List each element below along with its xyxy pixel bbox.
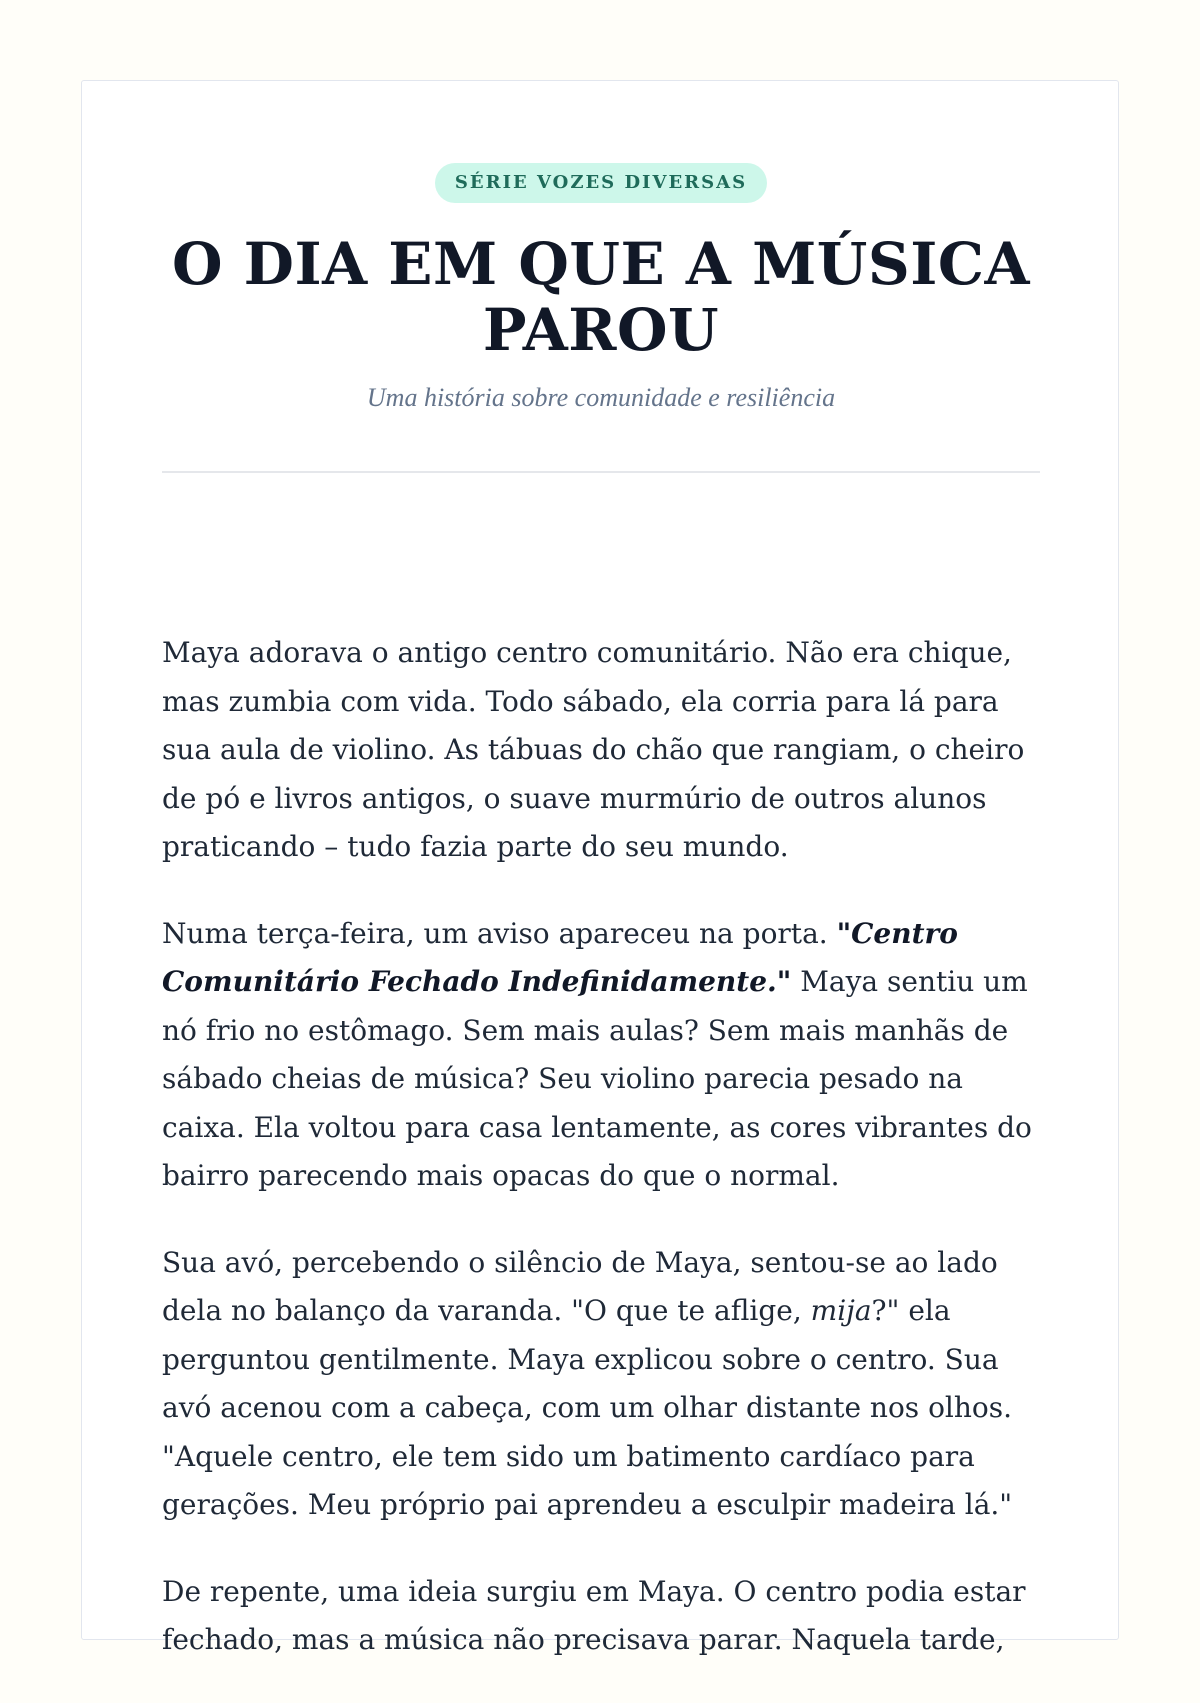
story-paragraph-3 (162, 1239, 1040, 1530)
paragraph-text: Maya sentiu um nó frio no estômago. Sem mais aulas? Sem mais manhãs de sábado cheias de música? Seu violino parecia pesado na caixa. Ela voltou para casa lentamente, as cores vibrantes do bairro parecendo mais opacas do que o normal. (162, 965, 1032, 1192)
paragraph-text: Numa terça-feira, um aviso apareceu na porta. (162, 916, 837, 950)
paragraph-text: ?" ela perguntou gentilmente. Maya explicou sobre o centro. Sua avó acenou com a cabeça, com um olhar distante nos olhos. "Aquele centro, ele tem sido um batimento cardíaco para gerações. Meu próprio pai aprendeu a esculpir madeira lá." (162, 1294, 1013, 1521)
paragraph-text: Sua avó, percebendo o silêncio de Maya, sentou-se ao lado dela no balanço da varanda. "O que te aflige, (162, 1245, 998, 1327)
article-header (162, 163, 1040, 413)
page-title: O DIA EM QUE A MÚSICA PAROU (171, 230, 1031, 364)
header-divider (162, 471, 1040, 473)
story-paragraph-2 (162, 910, 1040, 1201)
emphasis-word: mija (810, 1294, 872, 1327)
article-card (81, 80, 1119, 1656)
story-body (162, 629, 1040, 1703)
story-paragraph-1: Maya adorava o antigo centro comunitário. Não era chique, mas zumbia com vida. Todo sábado, ela corria para lá para sua aula de violino. As tábuas do chão que rangiam, o cheiro de pó e livros antigos, o suave murmúrio de outros alunos praticando – tudo fazia parte do seu mundo. (162, 636, 1025, 863)
closure-notice-quote: "Centro Comunitário Fechado Indefinidamente." (162, 916, 958, 998)
series-badge: SÉRIE VOZES DIVERSAS (435, 163, 767, 203)
subtitle: Uma história sobre comunidade e resiliência (366, 383, 836, 412)
story-paragraph-4: De repente, uma ideia surgiu em Maya. O centro podia estar fechado, mas a música não precisava parar. Naquela tarde, (162, 1574, 1026, 1656)
